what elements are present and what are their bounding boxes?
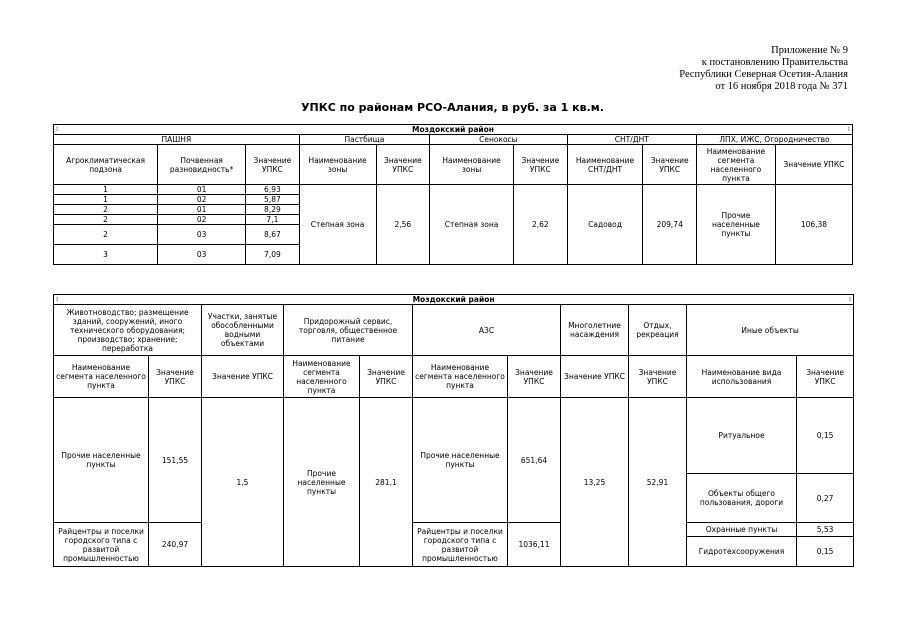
cell-value: 7,09	[246, 245, 300, 265]
col-header: Наименование сегмента населенного пункта	[54, 356, 149, 398]
col-header: Значение УПКС	[149, 356, 202, 398]
region-title: Моздокский район	[412, 125, 494, 134]
cell-settlement: Прочие населенные пункты	[54, 398, 149, 523]
resize-handle-icon: ⁝	[56, 126, 59, 133]
cell-senokosy-name: Степная зона	[430, 185, 514, 265]
group-header-lph: ЛПХ, ИЖС, Огородничество	[697, 135, 853, 145]
table-row	[54, 398, 854, 474]
cell-value: 240,97	[149, 523, 202, 567]
appendix-line: Приложение № 9	[771, 45, 848, 56]
cell-snt-name: Садовод	[567, 185, 643, 265]
group-header-azs: АЗС	[413, 305, 561, 356]
col-header: Значение УПКС	[775, 145, 852, 185]
cell-otdyh-value: 52,91	[629, 398, 687, 567]
col-header: Значение УПКС	[629, 356, 687, 398]
cell-value: 5,53	[797, 523, 854, 537]
cell-uchastki-value: 1,5	[202, 398, 284, 567]
table-agricultural-upks	[53, 124, 853, 265]
cell-pastbishcha-name: Степная зона	[299, 185, 376, 265]
cell-senokosy-value: 2,62	[514, 185, 568, 265]
table-other-upks	[53, 294, 854, 567]
group-header-uchastki: Участки, занятые обособленными водными объектами	[202, 305, 284, 356]
cell-lph-value: 106,38	[775, 185, 852, 265]
appendix-line: от 16 ноября 2018 года № 371	[715, 81, 848, 92]
cell-zone: 2	[54, 225, 158, 245]
col-header: Значение УПКС	[561, 356, 629, 398]
col-header: Наименование сегмента населенного пункта	[284, 356, 360, 398]
cell-use-type: Гидротехсооружения	[687, 537, 797, 567]
cell-soil: 01	[158, 205, 246, 215]
cell-use-type: Ритуальное	[687, 398, 797, 474]
resize-handle-icon: ⁝	[56, 296, 59, 303]
col-header: Значение УПКС	[797, 356, 854, 398]
cell-mnogoletnie-value: 13,25	[561, 398, 629, 567]
col-header: Наименование зоны	[299, 145, 376, 185]
cell-use-type: Объекты общего пользования, дороги	[687, 474, 797, 523]
cell-value: 0,15	[797, 537, 854, 567]
col-header: Значение УПКС	[508, 356, 561, 398]
cell-zone: 2	[54, 205, 158, 215]
cell-zone: 1	[54, 185, 158, 195]
cell-value: 281,1	[360, 398, 413, 567]
group-header-inye: Иные объекты	[687, 305, 854, 356]
col-header: Наименование СНТ/ДНТ	[567, 145, 643, 185]
group-header-senokosy: Сенокосы	[430, 135, 568, 145]
col-header: Наименование зоны	[430, 145, 514, 185]
group-header-snt: СНТ/ДНТ	[567, 135, 696, 145]
col-header: Значение УПКС	[376, 145, 430, 185]
cell-lph-name: Прочие населенные пункты	[697, 185, 776, 265]
cell-settlement: Райцентры и поселки городского типа с развитой промышленностью	[54, 523, 149, 567]
cell-settlement: Райцентры и поселки городского типа с развитой промышленностью	[413, 523, 508, 567]
cell-soil: 03	[158, 245, 246, 265]
cell-soil: 02	[158, 215, 246, 225]
group-header-mnogoletnie: Многолетние насаждения	[561, 305, 629, 356]
region-title: Моздокский район	[412, 295, 495, 304]
col-header: Значение УПКС	[246, 145, 300, 185]
cell-snt-value: 209,74	[643, 185, 697, 265]
table-row	[54, 185, 853, 195]
resize-handle-icon: ⁝	[847, 126, 850, 133]
col-header: Значение УПКС	[643, 145, 697, 185]
group-header-zhivotnovodstvo: Животноводство; размещение зданий, сооружений, иного технического оборудования; производство; хранение; переработка	[54, 305, 202, 356]
col-header: Наименование сегмента населенного пункта	[697, 145, 776, 185]
col-header: Наименование вида использования	[687, 356, 797, 398]
appendix-line: Республики Северная Осетия-Алания	[679, 69, 848, 80]
region-header	[54, 125, 853, 135]
cell-value: 5,87	[246, 195, 300, 205]
resize-handle-icon: ⁝	[848, 296, 852, 303]
cell-settlement: Прочие населенные пункты	[413, 398, 508, 523]
cell-value: 0,15	[797, 398, 854, 474]
cell-settlement: Прочие населенные пункты	[284, 398, 360, 567]
cell-soil: 01	[158, 185, 246, 195]
cell-value: 8,67	[246, 225, 300, 245]
cell-value: 651,64	[508, 398, 561, 523]
group-header-pridorozhny: Придорожный сервис, торговля, общественное питание	[284, 305, 413, 356]
group-header-pastbishcha: Пастбища	[299, 135, 429, 145]
cell-value: 1036,11	[508, 523, 561, 567]
cell-zone: 1	[54, 195, 158, 205]
cell-value: 8,29	[246, 205, 300, 215]
region-header	[54, 295, 854, 305]
col-header: Почвенная разновидность*	[158, 145, 246, 185]
cell-use-type: Охранные пункты	[687, 523, 797, 537]
cell-soil: 03	[158, 225, 246, 245]
col-header: Наименование сегмента населенного пункта	[413, 356, 508, 398]
col-header: Значение УПКС	[360, 356, 413, 398]
cell-value: 7,1	[246, 215, 300, 225]
col-header: Значение УПКС	[514, 145, 568, 185]
cell-value: 0,27	[797, 474, 854, 523]
document-title: УПКС по районам РСО-Алания, в руб. за 1 кв.м.	[301, 101, 604, 114]
col-header: Значение УПКС	[202, 356, 284, 398]
cell-zone: 2	[54, 215, 158, 225]
group-header-otdyh: Отдых, рекреация	[629, 305, 687, 356]
group-header-pashnya: ПАШНЯ	[54, 135, 300, 145]
cell-pastbishcha-value: 2,56	[376, 185, 430, 265]
appendix-line: к постановлению Правительства	[701, 57, 848, 68]
cell-zone: 3	[54, 245, 158, 265]
table-row	[54, 523, 854, 537]
cell-value: 151,55	[149, 398, 202, 523]
col-header: Агроклиматическая подзона	[54, 145, 158, 185]
cell-value: 6,93	[246, 185, 300, 195]
cell-soil: 02	[158, 195, 246, 205]
appendix-block	[548, 45, 848, 93]
